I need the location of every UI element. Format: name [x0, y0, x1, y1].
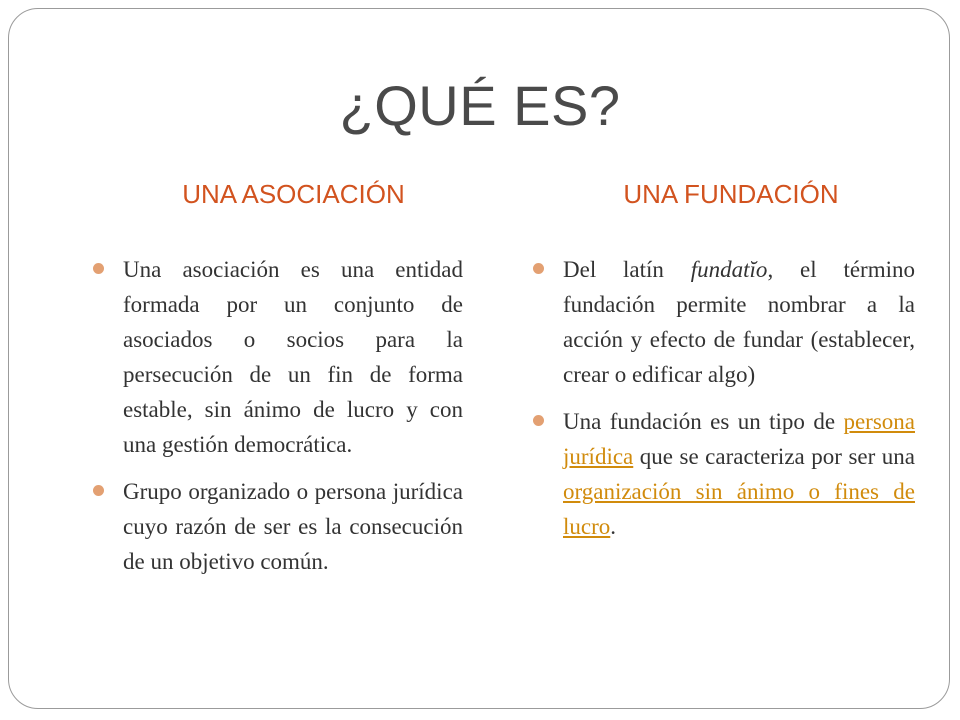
bullet-text-part2: que se caracteriza por ser una — [633, 444, 915, 469]
bullet-text-before: Del latín — [563, 257, 691, 282]
list-item — [533, 404, 915, 544]
bullet-dot-icon — [93, 263, 104, 274]
bullet-text-part1: Una fundación es un tipo de — [563, 409, 844, 434]
list-item — [533, 252, 915, 392]
bullet-text-part3: . — [610, 514, 617, 539]
bullet-text-after: , el término fundación permite nombrar a la acción y efecto de fundar (establecer, crear o edificar algo) — [563, 257, 915, 387]
fundacion-bullet-list — [533, 252, 915, 556]
slide-title: ¿QUÉ ES? — [339, 74, 621, 137]
list-item — [93, 474, 463, 579]
fundacion-heading: UNA FUNDACIÓN — [623, 179, 839, 209]
bullet-text: Una asociación es una entidad formada por un conjunto de asociados o socios para la persecución de un fin de forma estable, sin ánimo de lucro y con una gestión democrática. — [123, 257, 463, 457]
organizacion-sin-animo-link[interactable]: organización sin ánimo o fines de lucro — [563, 479, 915, 539]
bullet-text: Grupo organizado o persona jurídica cuyo razón de ser es la consecución de un objetivo común. — [123, 479, 463, 574]
slide-frame — [8, 8, 950, 709]
bullet-dot-icon — [93, 485, 104, 496]
asociacion-heading: UNA ASOCIACIÓN — [182, 179, 405, 209]
asociacion-bullet-list — [93, 252, 463, 591]
bullet-dot-icon — [533, 415, 544, 426]
list-item — [93, 252, 463, 462]
latin-term: fundatĭo — [690, 257, 768, 282]
bullet-dot-icon — [533, 263, 544, 274]
persona-juridica-link[interactable]: persona jurídica — [563, 409, 915, 469]
